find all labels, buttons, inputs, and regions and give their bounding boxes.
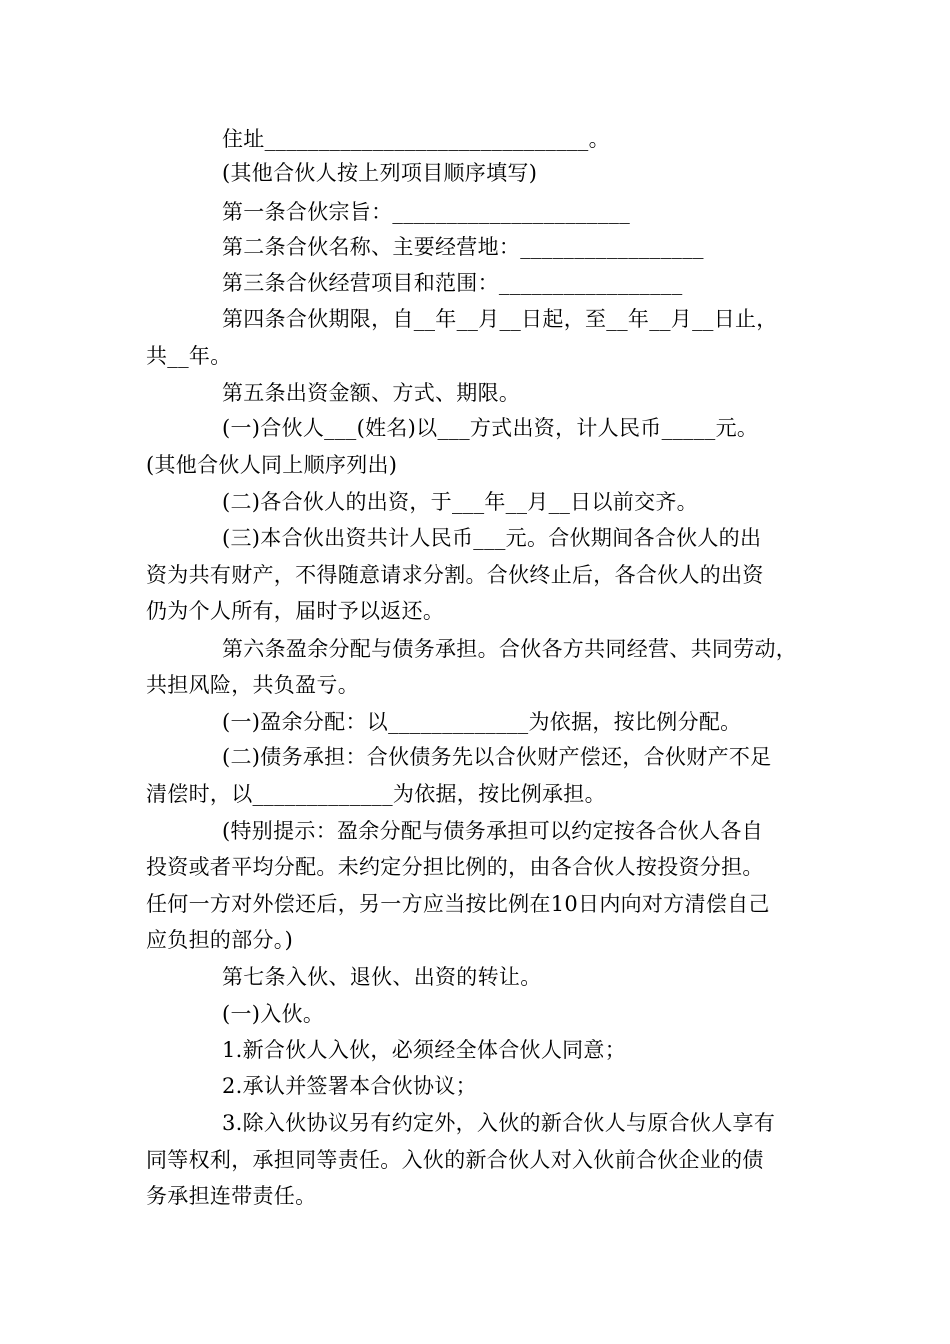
text-line: 应负担的部分。) [146, 928, 294, 952]
text-line: 第六条盈余分配与债务承担。合伙各方共同经营、共同劳动， [222, 637, 798, 661]
text-line: (其他合伙人同上顺序列出) [146, 453, 398, 477]
text-line: 住址______________________________。 [222, 127, 610, 151]
text-line: 务承担连带责任。 [146, 1184, 317, 1208]
text-line: 3.除入伙协议另有约定外，入伙的新合伙人与原合伙人享有 [222, 1111, 776, 1135]
text-line: (一)合伙人___(姓名)以___方式出资，计人民币_____元。 [222, 416, 759, 440]
text-line: (特别提示：盈余分配与债务承担可以约定按各合伙人各自 [222, 819, 763, 843]
text-line: 第五条出资金额、方式、期限。 [222, 381, 521, 405]
text-line: (一)入伙。 [222, 1002, 325, 1026]
text-line: 任何一方对外偿还后，另一方应当按比例在10日内向对方清偿自己 [146, 892, 770, 916]
text-line: 投资或者平均分配。未约定分担比例的，由各合伙人按投资分担。 [146, 855, 764, 879]
text-line: 仍为个人所有，届时予以返还。 [146, 599, 445, 623]
text-line: 清偿时，以_____________为依据，按比例承担。 [146, 782, 606, 806]
text-line: (三)本合伙出资共计人民币___元。合伙期间各合伙人的出 [222, 526, 762, 550]
text-line: 1.新合伙人入伙，必须经全体合伙人同意； [222, 1038, 627, 1062]
text-line: 第二条合伙名称、主要经营地：_________________ [222, 235, 704, 259]
text-line: 共__年。 [146, 344, 232, 368]
text-line: (一)盈余分配：以_____________为依据，按比例分配。 [222, 710, 742, 734]
text-line: (其他合伙人按上列项目顺序填写) [222, 161, 538, 185]
text-line: 第七条入伙、退伙、出资的转让。 [222, 965, 542, 989]
text-line: (二)债务承担：合伙债务先以合伙财产偿还，合伙财产不足 [222, 745, 772, 769]
text-line: 第四条合伙期限，自__年__月__日起，至__年__月__日止， [222, 307, 778, 331]
text-line: 同等权利，承担同等责任。入伙的新合伙人对入伙前合伙企业的债 [146, 1148, 764, 1172]
text-line: (二)各合伙人的出资，于___年__月__日以前交齐。 [222, 490, 698, 514]
text-line: 第一条合伙宗旨：______________________ [222, 200, 630, 224]
text-line: 资为共有财产，不得随意请求分割。合伙终止后，各合伙人的出资 [146, 563, 764, 587]
text-line: 第三条合伙经营项目和范围：_________________ [222, 271, 683, 295]
text-line: 共担风险，共负盈亏。 [146, 673, 359, 697]
text-line: 2.承认并签署本合伙协议； [222, 1074, 477, 1098]
